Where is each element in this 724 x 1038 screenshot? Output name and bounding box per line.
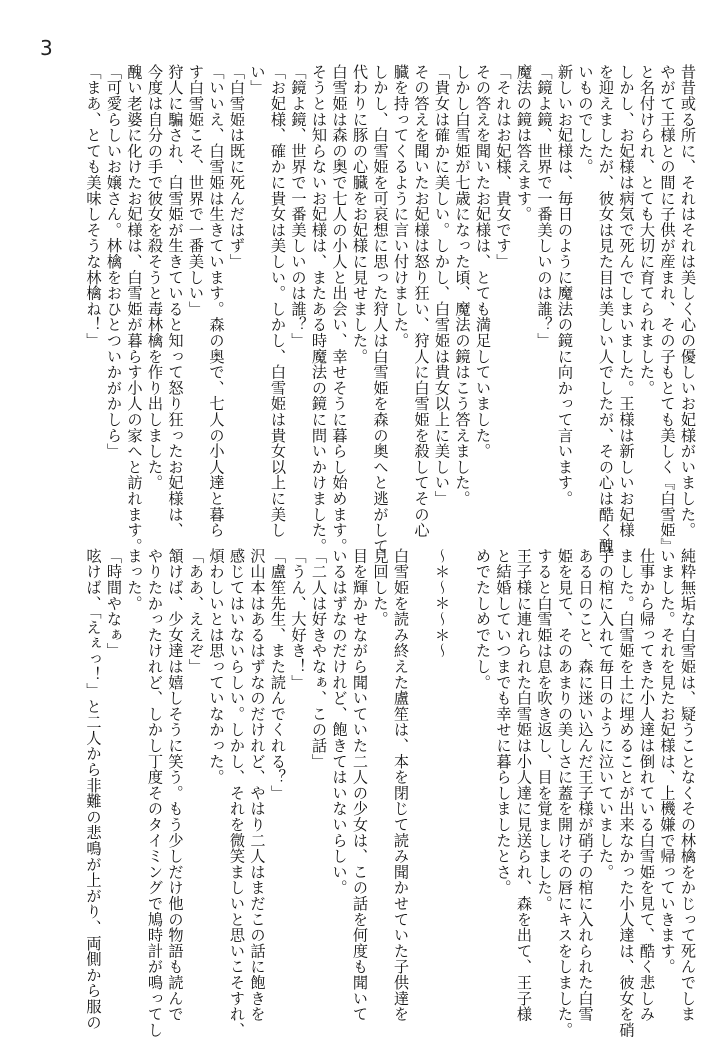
text-line: 「それはお妃様、貴女です」 [494, 64, 513, 270]
text-line: 狩人に騙され、白雪姫が生きていると知って怒り狂ったお妃様は、 [166, 64, 185, 538]
text-line: めでたしめでたし。 [474, 548, 492, 691]
text-line: しかし白雪姫が七歳になった頃、魔法の鏡はこう答えました。 [453, 64, 472, 507]
text-line: まった。 [125, 548, 144, 612]
text-line: 白雪姫を読み終えた盧笙は、本を閉じて読み聞かせていた子供達を [392, 548, 410, 1022]
text-line: 「お妃様、確かに貴女は美しい。しかし、白雪姫は貴女以上に美し [269, 64, 287, 538]
text-line: 「時間やなぁ」 [105, 548, 123, 659]
text-line: 「可愛らしいお嬢さん。林檎をおひとついかがかしら」 [105, 64, 123, 459]
text-line: 「まあ、とても美味しそうな林檎ね！」 [84, 64, 103, 349]
text-line: 煩わしいとは思っていなかった。 [207, 548, 226, 785]
text-line: 代わりに豚の心臓をお妃様に見せました。 [351, 64, 369, 365]
text-line: 頷けば、少女達は嬉しそうに笑う。もう少しだけ他の物語も読んで [166, 548, 185, 1022]
text-line: そうとは知らないお妃様は、またある時魔法の鏡に問いかけました。 [310, 64, 328, 554]
text-line: すると白雪姫は息を吹き返し、目を覚ましました。 [535, 548, 554, 912]
text-line: 沢山本はあるはずなのだけれど、やはり二人はまだこの話に飽きを [248, 548, 267, 1022]
text-line: と結婚していつまでも幸せに暮らしましたとさ。 [494, 548, 513, 896]
text-line: 目を輝かせながら聞いていた二人の少女は、この話を何度も聞いて [351, 548, 369, 1022]
text-line: 感じてはいないらしい。しかし、それを微笑ましいと思いこそすれ、 [228, 548, 246, 1038]
text-line: その答えを聞いたお妃様は、とても満足していました。 [474, 64, 492, 459]
text-line: 姫を見て、そのあまりの美しさに蓋を開けその唇にキスをしました。 [556, 548, 574, 1038]
text-line: 「二人は好きやなぁ、この話」 [310, 548, 328, 770]
text-line: 純粋無垢な白雪姫は、疑うことなくその林檎をかじって死んでしま [679, 548, 697, 1022]
text-line: 臓を持ってくるように言い付けました。 [392, 64, 410, 349]
text-line: 呟けば、「えぇっ！」と二人から非難の悲鳴が上がり、両側から服の [84, 548, 103, 1031]
text-line: 子の棺に入れて毎日のように泣いていました。 [597, 548, 615, 880]
text-line: 仕事から帰ってきた小人達は倒れている白雪姫を見て、酷く悲しみ [638, 548, 656, 1022]
text-line: 「鏡よ鏡、世界で一番美しいのは誰？」 [535, 64, 554, 349]
text-line: 「盧笙先生、また読んでくれる？」 [269, 548, 287, 801]
text-line: 昔昔或る所に、それはそれは美しく心の優しいお妃様がいました。 [679, 64, 697, 538]
text-line: 見回した。 [371, 548, 390, 627]
text-line: いました。それを見たお妃様は、上機嫌で帰っていきます。 [658, 548, 677, 975]
text-line: 「うん、大好き！」 [289, 548, 308, 691]
text-line: その答えを聞いたお妃様は怒り狂い、狩人に白雪姫を殺してその心 [412, 64, 431, 538]
text-line: いるはずなのだけれど、飽きてはいないらしい。 [330, 548, 349, 896]
text-line: 「鏡よ鏡、世界で一番美しいのは誰？」 [289, 64, 308, 349]
story-text-lower [83, 548, 698, 1038]
text-line: い」 [248, 64, 267, 96]
text-line: す白雪姫こそ、世界で一番美しい」 [187, 64, 205, 317]
text-line: 白雪姫は森の奥で七人の小人と出会い、幸せそうに暮らし始めます。 [330, 64, 349, 554]
text-line: いものでした。 [576, 64, 595, 175]
text-line: を迎えましたが、彼女は見た目は美しい人でしたが、その心は酷く醜 [597, 64, 615, 554]
text-line: しかし、お妃様は病気で死んでしまいました。王様は新しいお妃様 [617, 64, 636, 538]
text-line: 魔法の鏡は答えます。 [515, 64, 533, 222]
text-line: 「白雪姫は既に死んだはず」 [228, 64, 246, 270]
text-line: ある日のこと、森に迷い込んだ王子様が硝子の棺に入れられた白雪 [576, 548, 595, 1022]
text-line [411, 548, 432, 996]
text-line [452, 548, 473, 996]
text-line: 「貴女は確かに美しい。しかし、白雪姫は貴女以上に美しい」 [433, 64, 451, 507]
story-text-upper [83, 64, 698, 554]
text-line: と名付けられ、とても大切に育てられました。 [638, 64, 656, 396]
text-line: しかし、白雪姫を可哀想に思った狩人は白雪姫を森の奥へと逃がして [371, 64, 390, 554]
text-line: 「ああ、ええぞ」 [187, 548, 205, 675]
text-line: 王子様に連れられた白雪姫は小人達に見送られ、森を出て、王子様 [515, 548, 533, 1022]
text-line: やりたかったけれど、しかし丁度そのタイミングで鳩時計が鳴ってし [146, 548, 164, 1038]
text-line: ました。白雪姫を土に埋めることが出来なかった小人達は、彼女を硝 [617, 548, 636, 1038]
text-line: やがて王様との間に子供が産まれ、その子もとても美しく『白雪姫』 [658, 64, 677, 554]
page-number: 3 [40, 36, 53, 60]
text-line: 今度は自分の手で彼女を殺そうと毒林檎を作り出しました。 [146, 64, 164, 491]
text-line: 醜い老婆に化けたお妃様は、白雪姫が暮らす小人の家へと訪れます。 [125, 64, 144, 554]
text-line: ～＊～＊～＊～ [433, 548, 451, 659]
text-line: 新しいお妃様は、毎日のように魔法の鏡に向かって言います。 [556, 64, 574, 507]
text-line: 「いいえ、白雪姫は生きています。森の奥で、七人の小人達と暮ら [207, 64, 226, 538]
